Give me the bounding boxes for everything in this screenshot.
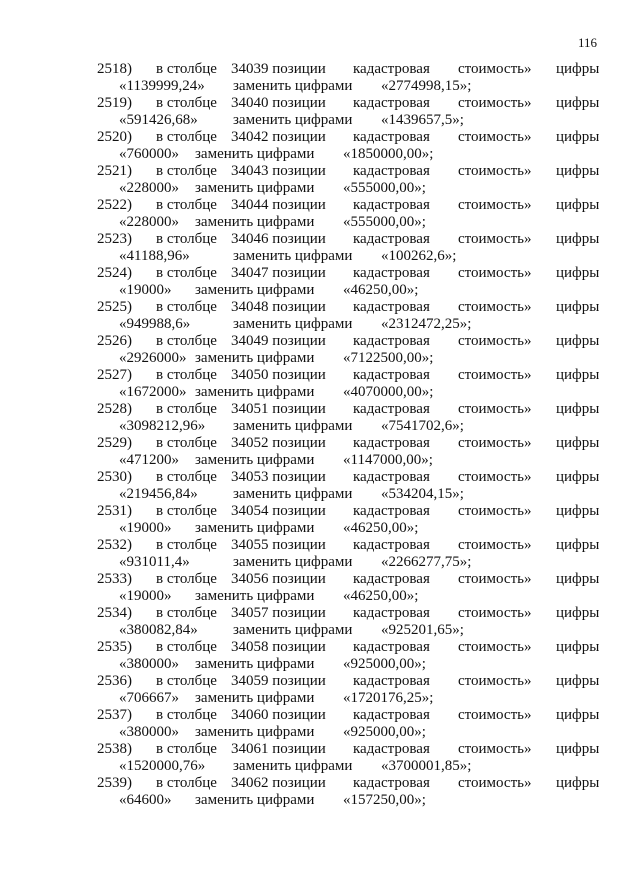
old-value: «19000» <box>119 520 172 536</box>
replace-label: заменить цифрами <box>195 350 315 366</box>
amendment-list <box>0 61 640 809</box>
value-label: стоимость» <box>458 231 532 247</box>
old-value: «931011,4» <box>119 554 190 570</box>
list-item <box>0 435 640 469</box>
position-reference: 34046 позиции <box>231 231 326 247</box>
digits-label: цифры <box>556 95 600 111</box>
entry-number: 2528) <box>97 401 132 417</box>
list-item <box>0 129 640 163</box>
cadastral-label: кадастровая <box>353 197 430 213</box>
column-label: в столбце <box>156 299 217 315</box>
list-item <box>0 163 640 197</box>
position-reference: 34048 позиции <box>231 299 326 315</box>
replace-label: заменить цифрами <box>233 418 353 434</box>
value-label: стоимость» <box>458 367 532 383</box>
list-item <box>0 707 640 741</box>
cadastral-label: кадастровая <box>353 299 430 315</box>
list-item <box>0 367 640 401</box>
new-value: «3700001,85»; <box>381 758 472 774</box>
column-label: в столбце <box>156 333 217 349</box>
position-reference: 34044 позиции <box>231 197 326 213</box>
value-label: стоимость» <box>458 741 532 757</box>
list-item <box>0 231 640 265</box>
cadastral-label: кадастровая <box>353 537 430 553</box>
old-value: «706667» <box>119 690 179 706</box>
position-reference: 34047 позиции <box>231 265 326 281</box>
value-label: стоимость» <box>458 469 532 485</box>
new-value: «1850000,00»; <box>343 146 434 162</box>
digits-label: цифры <box>556 265 600 281</box>
entry-number: 2518) <box>97 61 132 77</box>
replace-label: заменить цифрами <box>195 520 315 536</box>
position-reference: 34042 позиции <box>231 129 326 145</box>
list-item <box>0 571 640 605</box>
cadastral-label: кадастровая <box>353 605 430 621</box>
replace-label: заменить цифрами <box>195 724 315 740</box>
new-value: «555000,00»; <box>343 180 426 196</box>
new-value: «925201,65»; <box>381 622 464 638</box>
entry-number: 2520) <box>97 129 132 145</box>
value-label: стоимость» <box>458 605 532 621</box>
position-reference: 34049 позиции <box>231 333 326 349</box>
replace-label: заменить цифрами <box>195 792 315 808</box>
column-label: в столбце <box>156 163 217 179</box>
value-label: стоимость» <box>458 775 532 791</box>
value-label: стоимость» <box>458 129 532 145</box>
value-label: стоимость» <box>458 537 532 553</box>
digits-label: цифры <box>556 231 600 247</box>
old-value: «949988,6» <box>119 316 191 332</box>
old-value: «1520000,76» <box>119 758 206 774</box>
position-reference: 34056 позиции <box>231 571 326 587</box>
entry-number: 2534) <box>97 605 132 621</box>
cadastral-label: кадастровая <box>353 775 430 791</box>
page-number: 116 <box>577 35 597 50</box>
cadastral-label: кадастровая <box>353 571 430 587</box>
cadastral-label: кадастровая <box>353 503 430 519</box>
new-value: «2266277,75»; <box>381 554 472 570</box>
entry-number: 2527) <box>97 367 132 383</box>
position-reference: 34050 позиции <box>231 367 326 383</box>
cadastral-label: кадастровая <box>353 401 430 417</box>
old-value: «1139999,24» <box>119 78 205 94</box>
digits-label: цифры <box>556 435 600 451</box>
old-value: «591426,68» <box>119 112 198 128</box>
column-label: в столбце <box>156 401 217 417</box>
list-item <box>0 537 640 571</box>
value-label: стоимость» <box>458 61 532 77</box>
digits-label: цифры <box>556 707 600 723</box>
position-reference: 34053 позиции <box>231 469 326 485</box>
new-value: «555000,00»; <box>343 214 426 230</box>
new-value: «46250,00»; <box>343 282 419 298</box>
list-item <box>0 639 640 673</box>
value-label: стоимость» <box>458 265 532 281</box>
old-value: «219456,84» <box>119 486 198 502</box>
entry-number: 2532) <box>97 537 132 553</box>
list-item <box>0 673 640 707</box>
old-value: «380000» <box>119 724 179 740</box>
entry-number: 2525) <box>97 299 132 315</box>
new-value: «1720176,25»; <box>343 690 434 706</box>
new-value: «1147000,00»; <box>343 452 433 468</box>
digits-label: цифры <box>556 367 600 383</box>
old-value: «41188,96» <box>119 248 190 264</box>
old-value: «19000» <box>119 282 172 298</box>
column-label: в столбце <box>156 537 217 553</box>
cadastral-label: кадастровая <box>353 333 430 349</box>
column-label: в столбце <box>156 639 217 655</box>
new-value: «2774998,15»; <box>381 78 472 94</box>
column-label: в столбце <box>156 197 217 213</box>
list-item <box>0 741 640 775</box>
entry-number: 2523) <box>97 231 132 247</box>
entry-number: 2529) <box>97 435 132 451</box>
cadastral-label: кадастровая <box>353 163 430 179</box>
cadastral-label: кадастровая <box>353 61 430 77</box>
digits-label: цифры <box>556 129 600 145</box>
value-label: стоимость» <box>458 435 532 451</box>
digits-label: цифры <box>556 741 600 757</box>
new-value: «925000,00»; <box>343 656 426 672</box>
column-label: в столбце <box>156 571 217 587</box>
column-label: в столбце <box>156 95 217 111</box>
replace-label: заменить цифрами <box>233 78 353 94</box>
position-reference: 34060 позиции <box>231 707 326 723</box>
old-value: «471200» <box>119 452 179 468</box>
replace-label: заменить цифрами <box>233 112 353 128</box>
cadastral-label: кадастровая <box>353 129 430 145</box>
position-reference: 34062 позиции <box>231 775 326 791</box>
column-label: в столбце <box>156 129 217 145</box>
old-value: «1672000» <box>119 384 187 400</box>
digits-label: цифры <box>556 605 600 621</box>
value-label: стоимость» <box>458 707 532 723</box>
old-value: «760000» <box>119 146 179 162</box>
list-item <box>0 197 640 231</box>
cadastral-label: кадастровая <box>353 231 430 247</box>
list-item <box>0 265 640 299</box>
replace-label: заменить цифрами <box>195 384 315 400</box>
cadastral-label: кадастровая <box>353 639 430 655</box>
value-label: стоимость» <box>458 571 532 587</box>
replace-label: заменить цифрами <box>233 486 353 502</box>
column-label: в столбце <box>156 61 217 77</box>
old-value: «64600» <box>119 792 172 808</box>
old-value: «3098212,96» <box>119 418 206 434</box>
entry-number: 2537) <box>97 707 132 723</box>
entry-number: 2522) <box>97 197 132 213</box>
old-value: «380082,84» <box>119 622 198 638</box>
column-label: в столбце <box>156 503 217 519</box>
list-item <box>0 469 640 503</box>
replace-label: заменить цифрами <box>195 282 315 298</box>
column-label: в столбце <box>156 265 217 281</box>
cadastral-label: кадастровая <box>353 469 430 485</box>
digits-label: цифры <box>556 401 600 417</box>
entry-number: 2533) <box>97 571 132 587</box>
position-reference: 34057 позиции <box>231 605 326 621</box>
new-value: «2312472,25»; <box>381 316 472 332</box>
cadastral-label: кадастровая <box>353 95 430 111</box>
digits-label: цифры <box>556 469 600 485</box>
position-reference: 34039 позиции <box>231 61 326 77</box>
entry-number: 2538) <box>97 741 132 757</box>
cadastral-label: кадастровая <box>353 435 430 451</box>
digits-label: цифры <box>556 571 600 587</box>
column-label: в столбце <box>156 367 217 383</box>
list-item <box>0 61 640 95</box>
entry-number: 2530) <box>97 469 132 485</box>
value-label: стоимость» <box>458 639 532 655</box>
entry-number: 2539) <box>97 775 132 791</box>
value-label: стоимость» <box>458 197 532 213</box>
entry-number: 2526) <box>97 333 132 349</box>
column-label: в столбце <box>156 775 217 791</box>
value-label: стоимость» <box>458 503 532 519</box>
digits-label: цифры <box>556 775 600 791</box>
position-reference: 34061 позиции <box>231 741 326 757</box>
entry-number: 2531) <box>97 503 132 519</box>
new-value: «1439657,5»; <box>381 112 464 128</box>
cadastral-label: кадастровая <box>353 741 430 757</box>
digits-label: цифры <box>556 639 600 655</box>
value-label: стоимость» <box>458 95 532 111</box>
new-value: «100262,6»; <box>381 248 457 264</box>
list-item <box>0 401 640 435</box>
new-value: «925000,00»; <box>343 724 426 740</box>
value-label: стоимость» <box>458 163 532 179</box>
column-label: в столбце <box>156 469 217 485</box>
list-item <box>0 299 640 333</box>
entry-number: 2524) <box>97 265 132 281</box>
position-reference: 34043 позиции <box>231 163 326 179</box>
digits-label: цифры <box>556 197 600 213</box>
value-label: стоимость» <box>458 333 532 349</box>
digits-label: цифры <box>556 503 600 519</box>
new-value: «4070000,00»; <box>343 384 434 400</box>
replace-label: заменить цифрами <box>233 316 353 332</box>
cadastral-label: кадастровая <box>353 673 430 689</box>
new-value: «7122500,00»; <box>343 350 434 366</box>
old-value: «228000» <box>119 180 179 196</box>
new-value: «46250,00»; <box>343 520 419 536</box>
position-reference: 34052 позиции <box>231 435 326 451</box>
value-label: стоимость» <box>458 299 532 315</box>
replace-label: заменить цифрами <box>233 758 353 774</box>
digits-label: цифры <box>556 61 600 77</box>
digits-label: цифры <box>556 537 600 553</box>
column-label: в столбце <box>156 741 217 757</box>
replace-label: заменить цифрами <box>233 622 353 638</box>
replace-label: заменить цифрами <box>195 180 315 196</box>
cadastral-label: кадастровая <box>353 367 430 383</box>
old-value: «19000» <box>119 588 172 604</box>
replace-label: заменить цифрами <box>195 588 315 604</box>
list-item <box>0 95 640 129</box>
digits-label: цифры <box>556 163 600 179</box>
list-item <box>0 775 640 809</box>
old-value: «2926000» <box>119 350 187 366</box>
replace-label: заменить цифрами <box>233 554 353 570</box>
position-reference: 34054 позиции <box>231 503 326 519</box>
new-value: «534204,15»; <box>381 486 464 502</box>
digits-label: цифры <box>556 299 600 315</box>
replace-label: заменить цифрами <box>195 656 315 672</box>
list-item <box>0 333 640 367</box>
replace-label: заменить цифрами <box>233 248 353 264</box>
digits-label: цифры <box>556 333 600 349</box>
cadastral-label: кадастровая <box>353 265 430 281</box>
column-label: в столбце <box>156 673 217 689</box>
column-label: в столбце <box>156 435 217 451</box>
entry-number: 2521) <box>97 163 132 179</box>
old-value: «228000» <box>119 214 179 230</box>
position-reference: 34059 позиции <box>231 673 326 689</box>
column-label: в столбце <box>156 605 217 621</box>
replace-label: заменить цифрами <box>195 690 315 706</box>
new-value: «157250,00»; <box>343 792 426 808</box>
replace-label: заменить цифрами <box>195 146 315 162</box>
entry-number: 2519) <box>97 95 132 111</box>
replace-label: заменить цифрами <box>195 452 315 468</box>
position-reference: 34055 позиции <box>231 537 326 553</box>
position-reference: 34040 позиции <box>231 95 326 111</box>
column-label: в столбце <box>156 231 217 247</box>
value-label: стоимость» <box>458 673 532 689</box>
digits-label: цифры <box>556 673 600 689</box>
cadastral-label: кадастровая <box>353 707 430 723</box>
value-label: стоимость» <box>458 401 532 417</box>
position-reference: 34051 позиции <box>231 401 326 417</box>
list-item <box>0 503 640 537</box>
replace-label: заменить цифрами <box>195 214 315 230</box>
entry-number: 2535) <box>97 639 132 655</box>
new-value: «7541702,6»; <box>381 418 464 434</box>
column-label: в столбце <box>156 707 217 723</box>
list-item <box>0 605 640 639</box>
old-value: «380000» <box>119 656 179 672</box>
new-value: «46250,00»; <box>343 588 419 604</box>
position-reference: 34058 позиции <box>231 639 326 655</box>
entry-number: 2536) <box>97 673 132 689</box>
